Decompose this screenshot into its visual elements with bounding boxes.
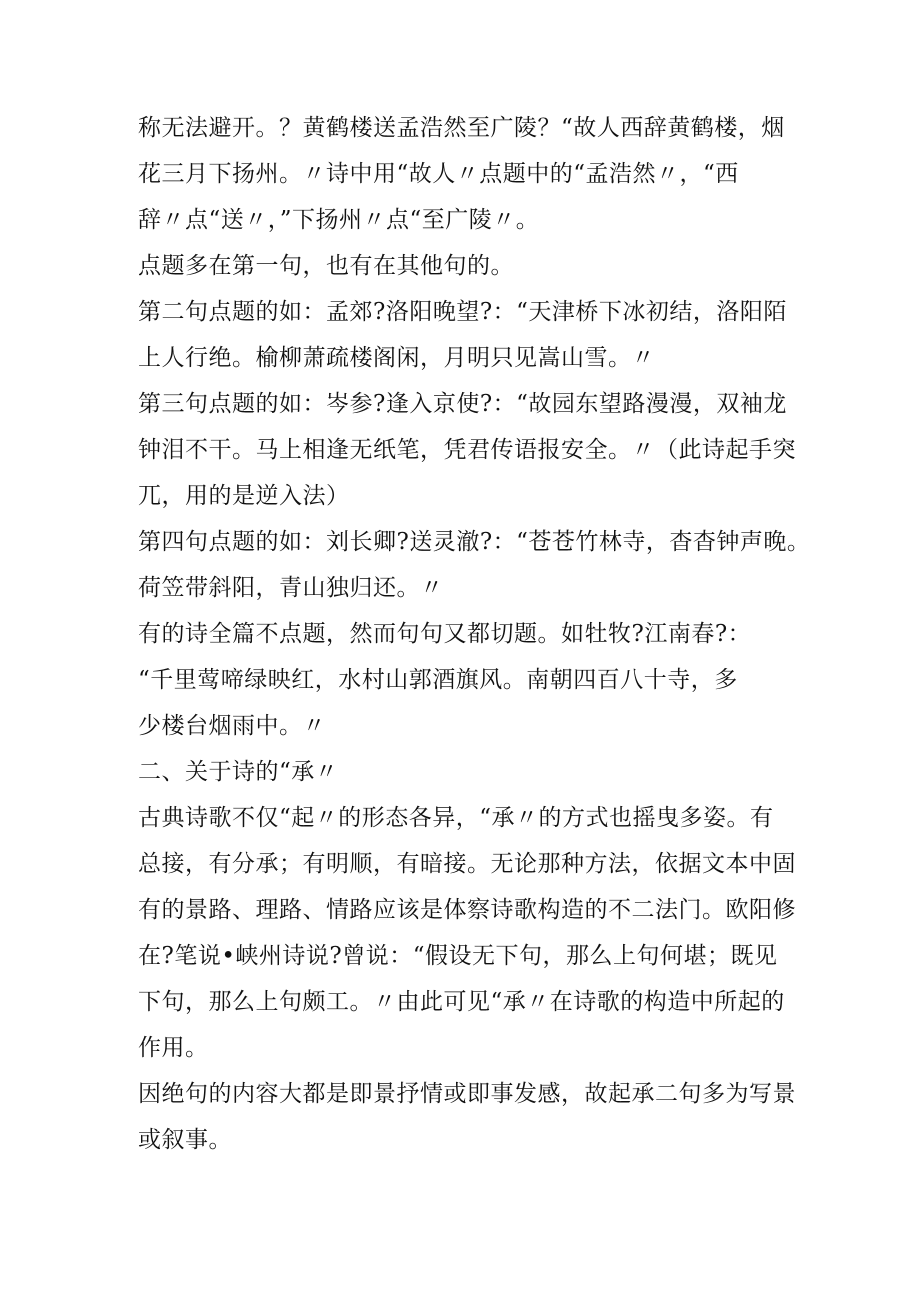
text-line-12: 有的诗全篇不点题，然而句句又都切题。如牡牧?江南春?： — [138, 621, 752, 647]
text-line-2: 花三月下扬州。〃诗中用“故人〃点题中的“孟浩然〃，“西 — [138, 161, 739, 187]
text-line-4: 点题多在第一句，也有在其他句的。 — [138, 253, 514, 279]
body-text — [138, 105, 811, 1163]
text-line-22: 因绝句的内容大都是即景抒情或即事发感，故起承二句多为写景 — [138, 1081, 796, 1107]
text-line-23: 或叙事。 — [138, 1127, 232, 1153]
text-line-8: 钟泪不干。马上相逢无纸笔，凭君传语报安全。〃（此诗起手突 — [138, 437, 796, 463]
section-heading: 二、关于诗的“承〃 — [138, 759, 339, 785]
text-line-7: 第三句点题的如：岑参?逢入京使?：“故园东望路漫漫，双袖龙 — [138, 391, 787, 417]
text-line-3: 辞〃点“送〃，”下扬州〃点“至广陵〃。 — [138, 207, 540, 233]
text-line-10: 第四句点题的如：刘长卿?送灵澈?：“苍苍竹林寺，杳杳钟声晚。 — [138, 529, 811, 555]
text-line-9: 兀，用的是逆入法） — [138, 483, 350, 509]
text-line-16: 古典诗歌不仅“起〃的形态各异，“承〃的方式也摇曳多姿。有 — [138, 805, 774, 831]
text-line-1: 称无法避开。？黄鹤楼送孟浩然至广陵？“故人西辞黄鹤楼，烟 — [138, 115, 785, 141]
text-line-13: “千里莺啼绿映红，水村山郭酒旗风。南朝四百八十寺，多 — [138, 667, 738, 693]
text-line-17: 总接，有分承；有明顺，有暗接。无论那种方法，依据文本中固 — [138, 851, 796, 877]
text-line-11: 荷笠带斜阳，青山独归还。〃 — [138, 575, 444, 601]
text-line-20: 下句，那么上句颇工。〃由此可见“承〃在诗歌的构造中所起的 — [138, 989, 785, 1015]
text-line-5: 第二句点题的如：孟郊?洛阳晚望?：“天津桥下冰初结，洛阳陌 — [138, 299, 787, 325]
text-line-6: 上人行绝。榆柳萧疏楼阁闲，月明只见嵩山雪。〃 — [138, 345, 655, 371]
text-line-19: 在?笔说•峡州诗说?曾说：“假设无下句，那么上句何堪；既见 — [138, 943, 778, 969]
text-line-14: 少楼台烟雨中。〃 — [138, 713, 326, 739]
text-line-18: 有的景路、理路、情路应该是体察诗歌构造的不二法门。欧阳修 — [138, 897, 796, 923]
text-line-21: 作用。 — [138, 1035, 209, 1061]
